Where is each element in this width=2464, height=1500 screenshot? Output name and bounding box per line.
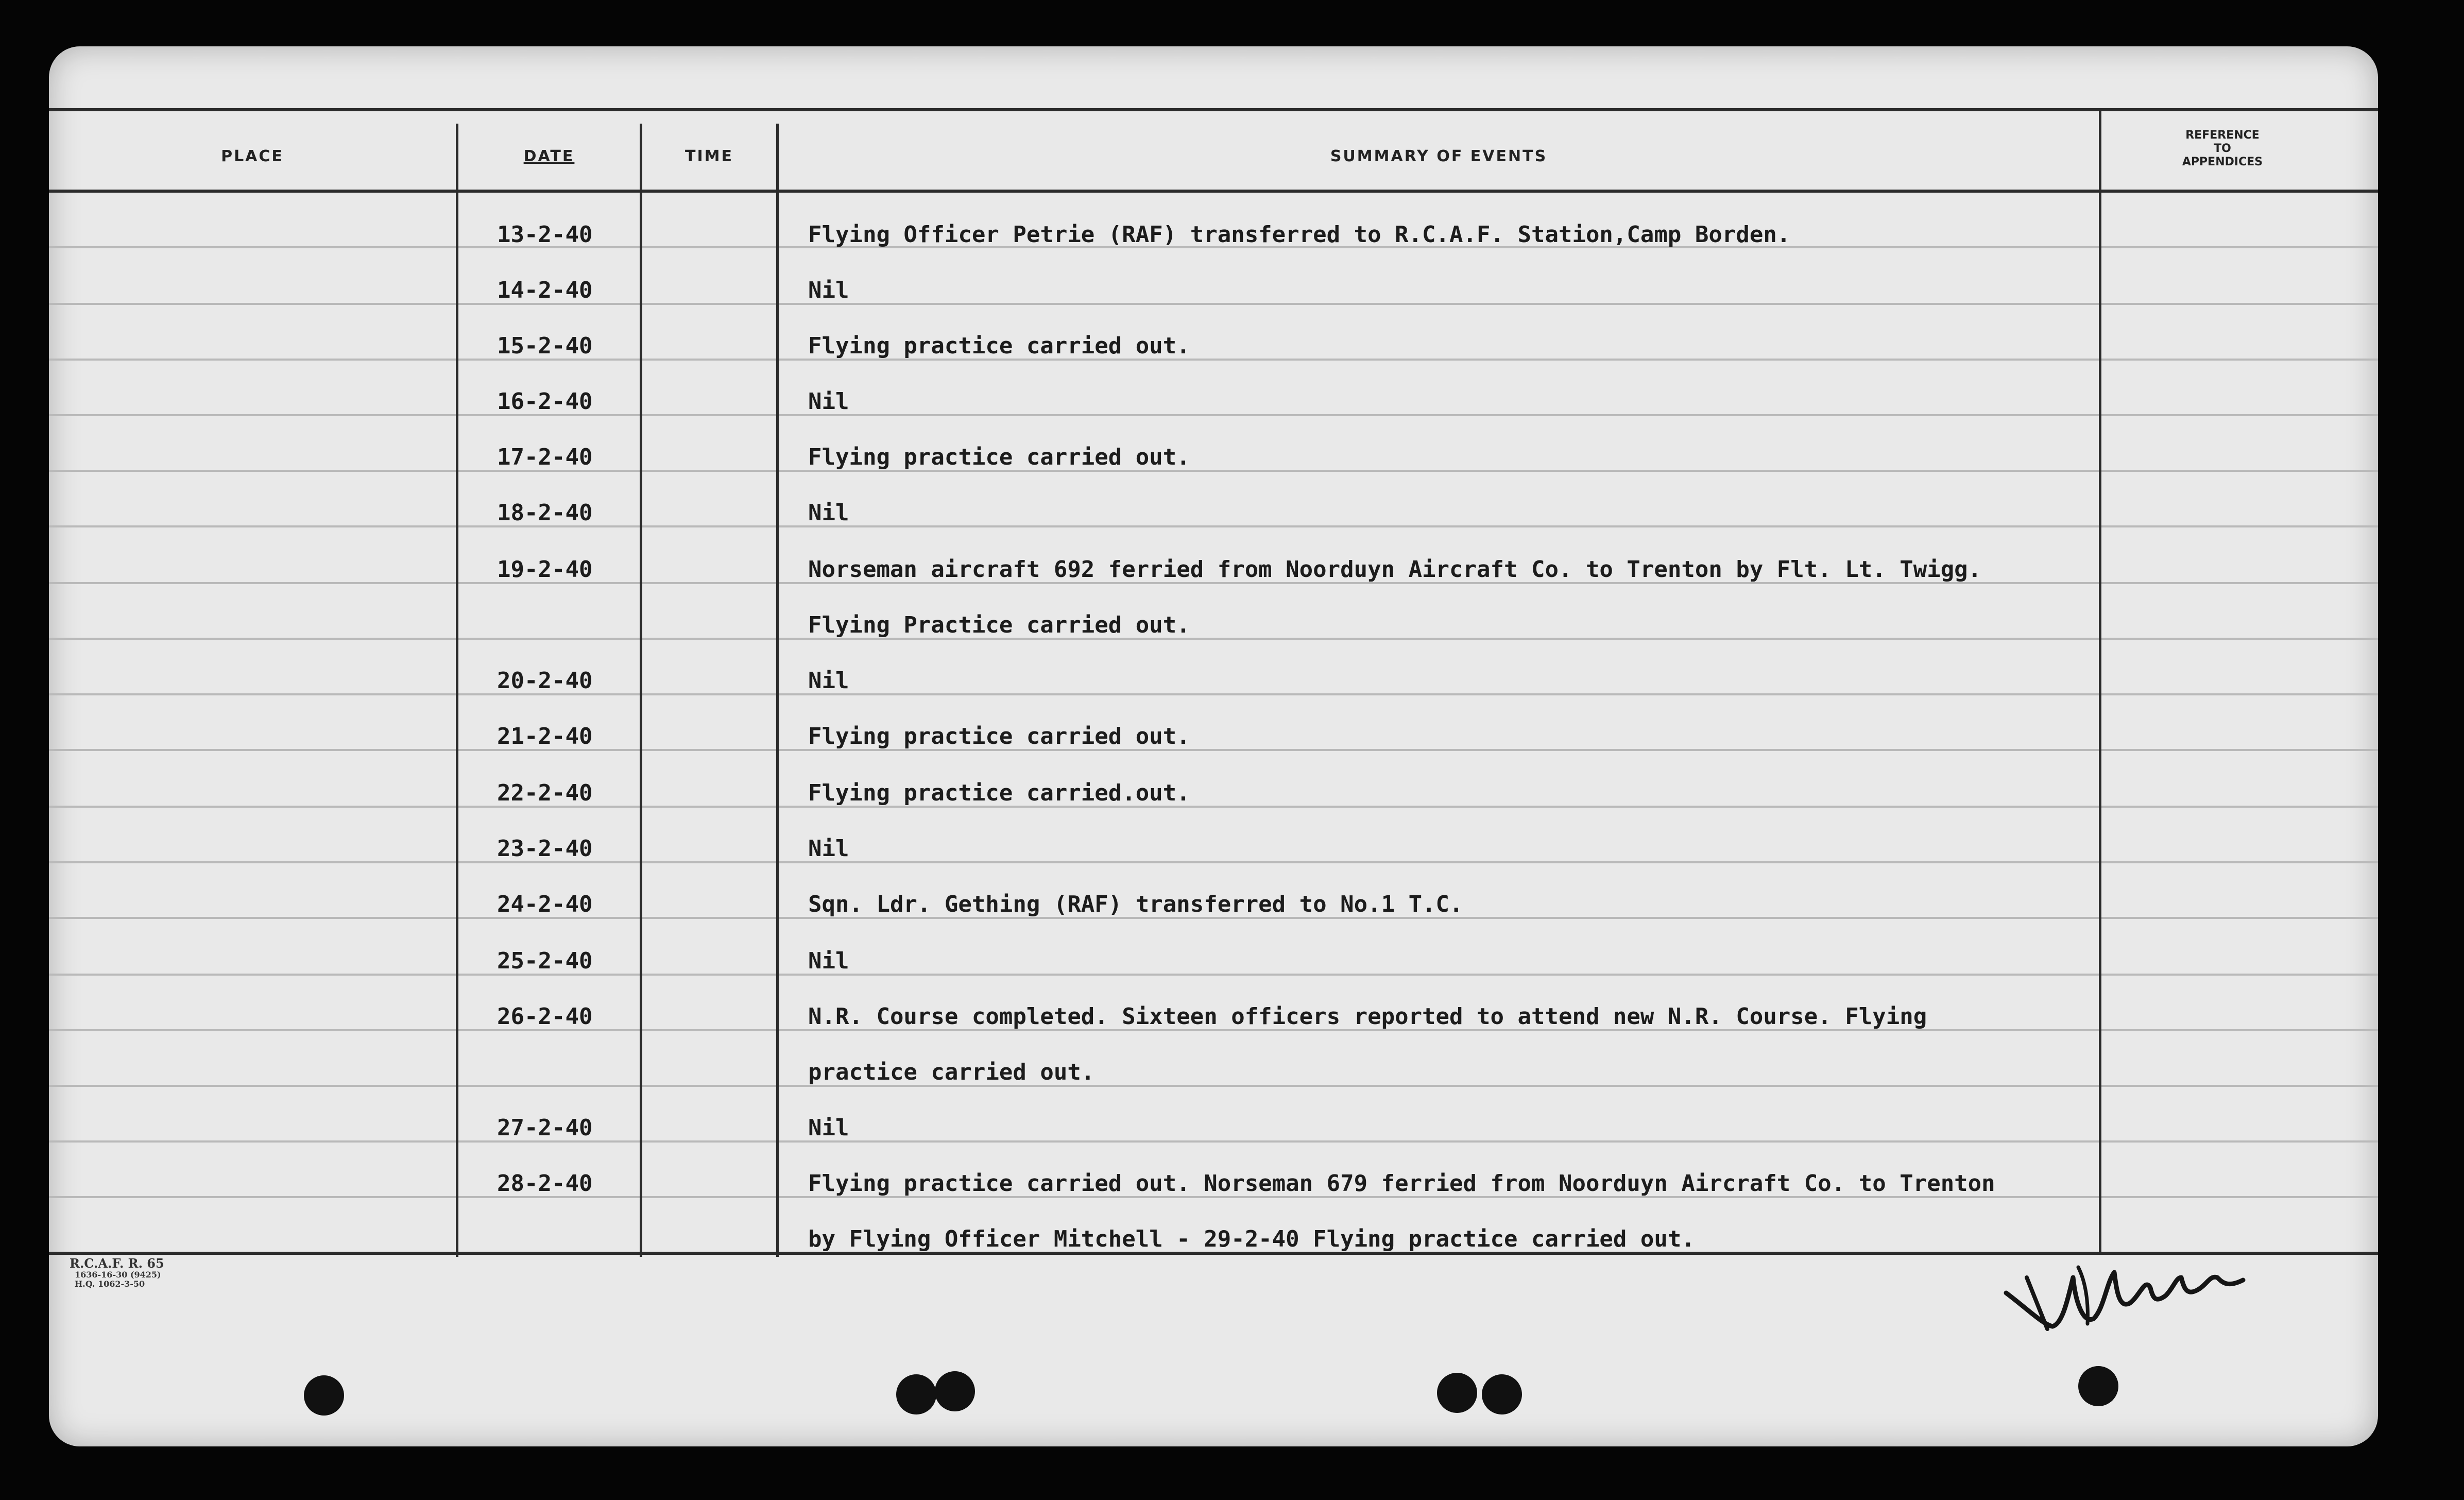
row-summary: N.R. Course completed. Sixteen officers reported to attend new N.R. Course. Flying — [808, 1003, 1927, 1030]
row-date: 14-2-40 — [497, 277, 593, 303]
header-rule — [49, 190, 2378, 193]
header-reference-line3: APPENDICES — [2182, 156, 2263, 168]
header-time: TIME — [685, 147, 733, 165]
row-summary: Flying Officer Petrie (RAF) transferred to R.C.A.F. Station,Camp Borden. — [808, 221, 1791, 248]
table-row — [49, 388, 2378, 419]
punch-hole — [896, 1374, 936, 1414]
row-date: 19-2-40 — [497, 556, 593, 583]
row-summary: Nil — [808, 948, 849, 974]
row-date: 24-2-40 — [497, 891, 593, 917]
row-summary: Flying practice carried out. — [808, 444, 1190, 470]
punch-hole — [935, 1371, 975, 1411]
row-summary: Flying practice carried out. — [808, 333, 1190, 359]
row-date: 28-2-40 — [497, 1170, 593, 1197]
row-date: 21-2-40 — [497, 723, 593, 749]
table-row — [49, 277, 2378, 308]
header-reference-line2: TO — [2214, 142, 2231, 155]
row-summary: Flying practice carried.out. — [808, 780, 1190, 806]
row-date: 22-2-40 — [497, 780, 593, 806]
row-date: 13-2-40 — [497, 221, 593, 248]
row-summary: Nil — [808, 277, 849, 303]
row-summary: Norseman aircraft 692 ferried from Noorduyn Aircraft Co. to Trenton by Flt. Lt. Twigg. — [808, 556, 1982, 583]
row-summary: Flying practice carried out. — [808, 723, 1190, 749]
row-summary: practice carried out. — [808, 1059, 1095, 1085]
row-summary: Nil — [808, 388, 849, 415]
row-summary: Flying practice carried out. Norseman 679 ferried from Noorduyn Aircraft Co. to Trenton — [808, 1170, 1995, 1197]
table-row — [49, 1170, 2378, 1201]
row-date: 26-2-40 — [497, 1003, 593, 1030]
header-summary: SUMMARY OF EVENTS — [1330, 147, 1548, 165]
form-code-main: R.C.A.F. R. 65 — [70, 1256, 164, 1271]
table-row — [49, 500, 2378, 531]
row-date: 18-2-40 — [497, 500, 593, 526]
header-place: PLACE — [221, 147, 284, 165]
punch-hole — [1482, 1374, 1522, 1414]
table-row — [49, 1059, 2378, 1090]
table-row — [49, 891, 2378, 922]
table-row — [49, 333, 2378, 364]
table-row — [49, 780, 2378, 811]
form-sheet — [49, 46, 2378, 1446]
row-summary: Nil — [808, 1115, 849, 1141]
row-summary: Nil — [808, 836, 849, 862]
row-summary: Nil — [808, 668, 849, 694]
top-rule — [49, 108, 2378, 111]
form-code-line3: H.Q. 1062-3-50 — [75, 1279, 145, 1289]
header-reference-line1: REFERENCE — [2185, 129, 2260, 142]
row-date: 15-2-40 — [497, 333, 593, 359]
table-row — [49, 668, 2378, 698]
row-date: 25-2-40 — [497, 948, 593, 974]
row-summary: Sqn. Ldr. Gething (RAF) transferred to No.1 T.C. — [808, 891, 1463, 917]
form-code-line2: 1636-16-30 (9425) — [75, 1270, 161, 1280]
row-summary: Nil — [808, 500, 849, 526]
table-row — [49, 723, 2378, 754]
table-row — [49, 836, 2378, 866]
table-row — [49, 948, 2378, 979]
table-row — [49, 556, 2378, 587]
row-date: 20-2-40 — [497, 668, 593, 694]
punch-hole — [304, 1375, 344, 1416]
table-row — [49, 1003, 2378, 1034]
table-row — [49, 221, 2378, 252]
header-date: DATE — [523, 147, 575, 165]
row-date: 27-2-40 — [497, 1115, 593, 1141]
row-date: 16-2-40 — [497, 388, 593, 415]
row-date: 17-2-40 — [497, 444, 593, 470]
punch-hole — [2078, 1366, 2118, 1406]
table-row — [49, 612, 2378, 643]
table-row — [49, 444, 2378, 475]
row-date: 23-2-40 — [497, 836, 593, 862]
header-reference — [2150, 129, 2295, 169]
table-row — [49, 1115, 2378, 1146]
handwritten-signature — [1996, 1247, 2253, 1350]
form-code — [70, 1257, 164, 1289]
row-summary: by Flying Officer Mitchell - 29-2-40 Flying practice carried out. — [808, 1226, 1695, 1252]
punch-hole — [1437, 1373, 1477, 1413]
row-summary: Flying Practice carried out. — [808, 612, 1190, 638]
